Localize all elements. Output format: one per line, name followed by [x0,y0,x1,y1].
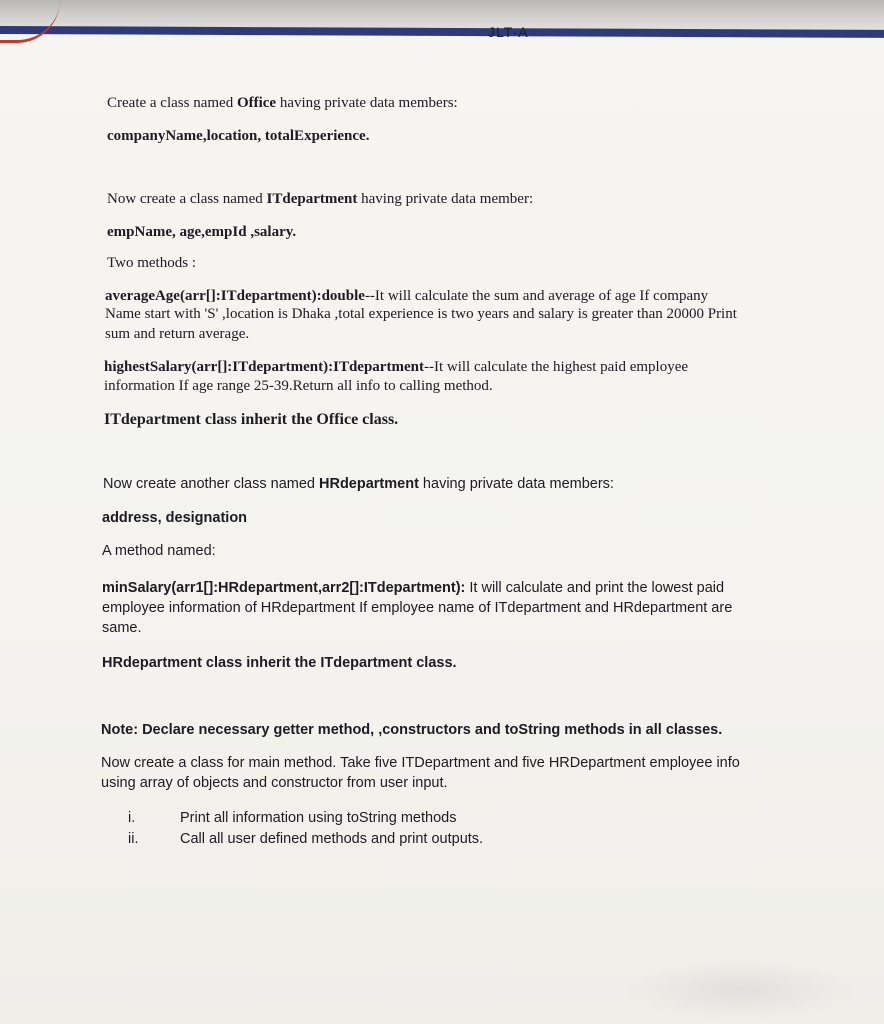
note-line: Note: Declare necessary getter method, ,constructors and toString methods in all classes. [101,722,723,738]
office-intro-end: having private data members: [276,95,458,111]
two-methods-label: Two methods : [107,255,196,271]
average-age-line [105,288,708,305]
main-instructions-2: using array of objects and constructor from user input. [101,775,448,791]
min-salary-desc-2: employee information of HRdepartment If employee name of ITdepartment and HRdepartment are [102,600,733,616]
average-age-desc-2: Name start with 'S' ,location is Dhaka ,total experience is two years and salary is greater than 20000 Print [105,306,737,322]
average-age-desc-1: --It will calculate the sum and average of age If company [364,288,709,304]
it-inherit-statement: ITdepartment class inherit the Office class. [104,411,399,428]
hr-method-label: A method named: [102,543,216,559]
hr-class-name: HRdepartment [319,476,419,492]
main-instructions-1: Now create a class for main method. Take five ITDepartment and five HRDepartment employee info [101,755,740,771]
list-marker-1: i. [128,810,136,826]
hr-intro-text: Now create another class named [103,476,319,492]
office-members: companyName,location, totalExperience. [107,128,370,144]
list-marker-2: ii. [128,831,139,847]
highest-salary-signature: highestSalary(arr[]:ITdepartment):ITdepartment [104,359,424,375]
header-code: JLT-A [488,24,529,40]
list-item-2: Call all user defined methods and print outputs. [180,831,484,847]
list-item-1: Print all information using toString methods [180,810,457,826]
highest-salary-line [104,359,688,376]
min-salary-desc-1: It will calculate and print the lowest paid [465,580,725,596]
it-intro-text: Now create a class named [107,191,267,207]
highest-salary-desc-2: information If age range 25-39.Return all info to calling method. [104,378,493,394]
hr-members: address, designation [102,510,248,526]
hr-intro-line [103,476,614,492]
hr-intro-end: having private data members: [418,476,614,492]
red-corner-mark [0,0,60,43]
it-class-name: ITdepartment [266,191,358,207]
office-intro-text: Create a class named [107,95,237,111]
average-age-signature: averageAge(arr[]:ITdepartment):double [105,288,365,304]
min-salary-desc-3: same. [102,620,142,636]
min-salary-signature: minSalary(arr1[]:HRdepartment,arr2[]:ITdepartment): [102,580,466,596]
hr-inherit-statement: HRdepartment class inherit the ITdepartment class. [102,655,457,671]
average-age-desc-3: sum and return average. [105,326,250,342]
office-class-name: Office [236,95,277,111]
min-salary-line [102,580,724,596]
it-intro-end: having private data member: [357,191,534,207]
highest-salary-desc-1: --It will calculate the highest paid employee [423,359,689,375]
office-intro-line [107,95,458,112]
it-intro-line [107,191,533,208]
paper-texture-smudge [620,960,860,1020]
it-members: empName, age,empId ,salary. [107,224,297,240]
